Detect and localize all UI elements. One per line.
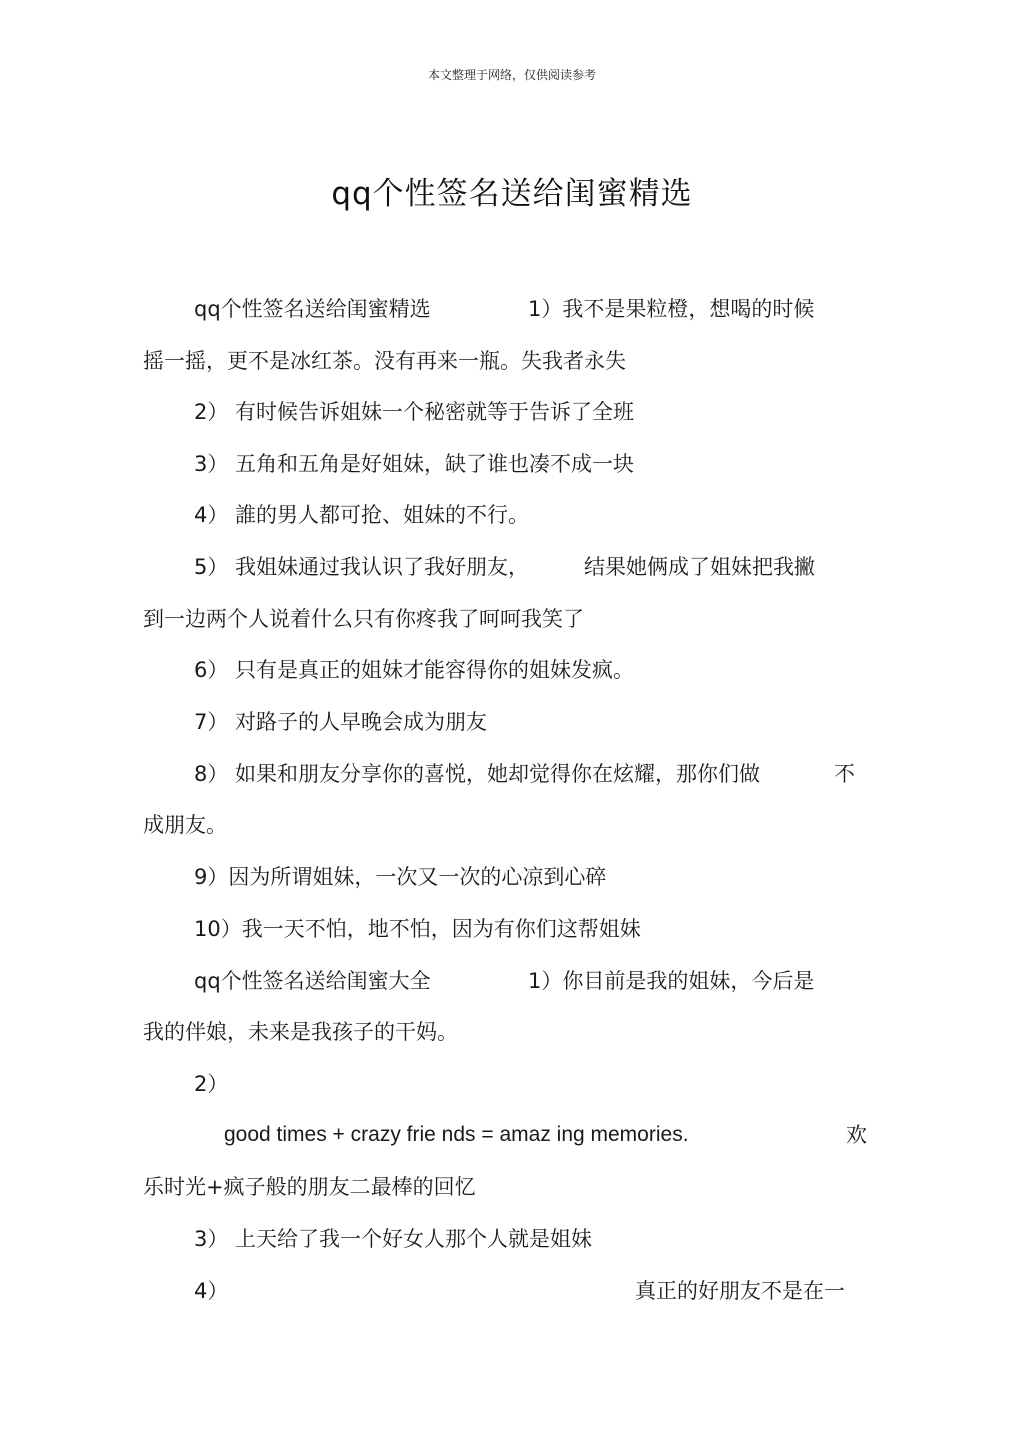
section2-item4-text: 真正的好朋友不是在一 xyxy=(635,1279,845,1303)
section1-item2: 2） 有时候告诉姐妹一个秘密就等于告诉了全班 xyxy=(194,400,635,424)
section2-item2-number: 2） xyxy=(194,1072,229,1096)
section1-item1-line2: 摇一摇，更不是冰红茶。没有再来一瓶。失我者永失 xyxy=(143,349,626,373)
section2-item2-chinese-a: 欢 xyxy=(846,1123,867,1147)
section1-item10: 10）我一天不怕，地不怕，因为有你们这帮姐妹 xyxy=(194,917,641,941)
section2-item4-number: 4） xyxy=(194,1279,229,1303)
document-title: qq个性签名送给闺蜜精选 xyxy=(331,176,693,212)
section1-heading: qq个性签名送给闺蜜精选 xyxy=(194,297,431,321)
section1-item3: 3） 五角和五角是好姐妹，缺了谁也凑不成一块 xyxy=(194,452,635,476)
section1-item8-line1b: 不 xyxy=(834,762,855,786)
section2-item3: 3） 上天给了我一个好女人那个人就是姐妹 xyxy=(194,1227,593,1251)
section2-heading: qq个性签名送给闺蜜大全 xyxy=(194,969,431,993)
section1-item9: 9）因为所谓姐妹，一次又一次的心凉到心碎 xyxy=(194,865,607,889)
section1-item1-line1: 1）我不是果粒橙，想喝的时候 xyxy=(528,297,815,321)
section2-item1-line2: 我的伴娘，未来是我孩子的干妈。 xyxy=(143,1020,458,1044)
section1-item6: 6） 只有是真正的姐妹才能容得你的姐妹发疯。 xyxy=(194,658,635,682)
section1-item4: 4） 誰的男人都可抢、姐妹的不行。 xyxy=(194,503,530,527)
section2-item2-english: good times + crazy frie nds = amaz ing memories. xyxy=(224,1123,689,1146)
section2-item2-chinese-b: 乐时光+疯子般的朋友二最棒的回忆 xyxy=(143,1175,476,1199)
section1-item5-line2: 到一边两个人说着什么只有你疼我了呵呵我笑了 xyxy=(143,607,584,631)
section2-item1-line1: 1）你目前是我的姐妹，今后是 xyxy=(528,969,815,993)
header-note: 本文整理于网络，仅供阅读参考 xyxy=(427,68,596,82)
section1-item5-line1b: 结果她俩成了姐妹把我撇 xyxy=(584,555,815,579)
section1-item5-line1: 5） 我姐妹通过我认识了我好朋友， xyxy=(194,555,530,579)
section1-item7: 7） 对路子的人早晚会成为朋友 xyxy=(194,710,488,734)
section1-item8-line2: 成朋友。 xyxy=(143,813,227,837)
section1-item8-line1: 8） 如果和朋友分享你的喜悦，她却觉得你在炫耀，那你们做 xyxy=(194,762,761,786)
